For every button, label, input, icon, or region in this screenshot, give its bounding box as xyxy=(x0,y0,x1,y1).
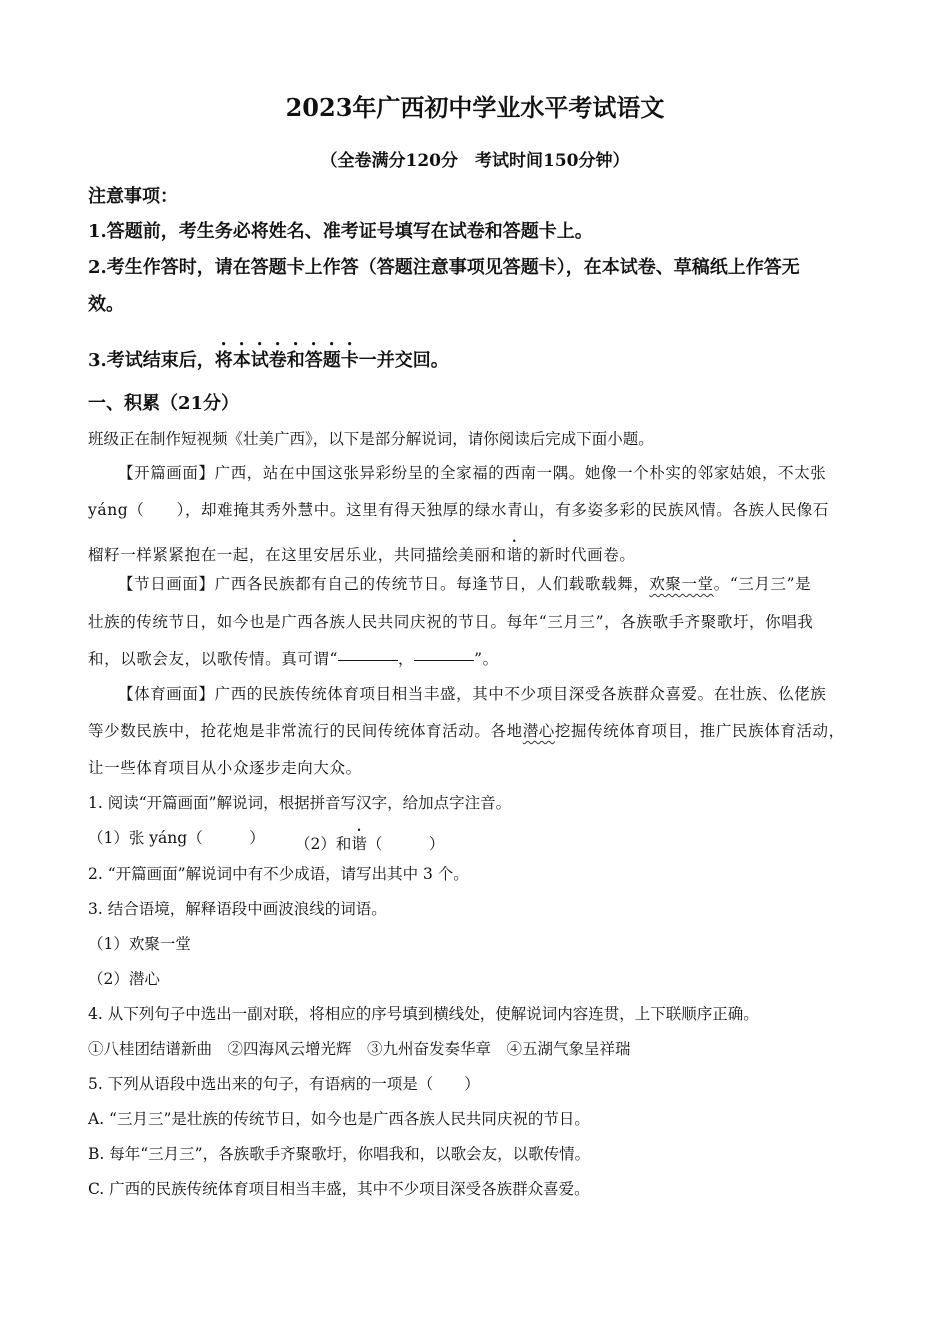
wavy-word-qianxin: 潜心 xyxy=(522,722,555,740)
question-1-part2 xyxy=(295,826,444,854)
passage-p2-line2: 壮族的传统节日，如今也是广西各族人民共同庆祝的节日。每年“三月三”，各族歌手齐聚歌圩，你唱我 xyxy=(88,613,814,631)
question-4: 4. 从下列句子中选出一副对联，将相应的序号填到横线处，使解说词内容连贯，上下联顺序正确。 xyxy=(88,1005,759,1023)
question-1-part1: （1）张 yáng（ ） xyxy=(88,829,265,847)
passage-p2-line1 xyxy=(118,572,811,594)
passage-p2-line3-end: ”。 xyxy=(474,650,499,668)
question-1-part2-blank: （ ） xyxy=(366,835,445,853)
question-1: 1. 阅读“开篇画面”解说词，根据拼音写汉字，给加点字注音。 xyxy=(88,794,512,812)
question-5: 5. 下列从语段中选出来的句子，有语病的一项是（ ） xyxy=(88,1075,480,1093)
question-3: 3. 结合语境，解释语段中画波浪线的词语。 xyxy=(88,900,387,918)
wavy-word-huanju: 欢聚一堂 xyxy=(649,575,714,593)
notice-item-3 xyxy=(88,340,449,372)
dotted-char: 谐 xyxy=(351,835,367,853)
passage-p2-line3-comma: ， xyxy=(398,650,415,668)
couplet-blank-1[interactable] xyxy=(338,659,398,661)
question-3-part1: （1）欢聚一堂 xyxy=(88,935,191,953)
passage-p1-line3 xyxy=(88,537,635,565)
notice-item-3-emphasis: 将本试卷和答题卡 xyxy=(214,350,359,371)
passage-p2-line1-part3: 。“三月三”是 xyxy=(713,575,812,593)
passage-p1-line3-part3: 的新时代画卷。 xyxy=(522,546,636,564)
exam-subtitle: （全卷满分120分 考试时间150分钟） xyxy=(320,151,630,171)
passage-p3-line2 xyxy=(88,719,845,741)
section-intro: 班级正在制作短视频《壮美广西》，以下是部分解说词，请你阅读后完成下面小题。 xyxy=(88,430,654,448)
passage-p1-line1: 【开篇画面】广西，站在中国这张异彩纷呈的全家福的西南一隅。她像一个朴实的邻家姑娘，不太张 xyxy=(118,464,827,482)
section-heading: 一、积累（21分） xyxy=(88,393,240,414)
question-1-part2-label: （2）和 xyxy=(295,835,352,853)
question-4-options: ①八桂团结谱新曲 ②四海风云增光辉 ③九州奋发奏华章 ④五湖气象呈祥瑞 xyxy=(88,1040,631,1058)
passage-p1-line2: yáng（ ），却难掩其秀外慧中。这里有得天独厚的绿水青山，有多姿多彩的民族风情。各族人民像石 xyxy=(88,501,829,519)
passage-p3-line2-part3: 挖掘传统体育项目，推广民族体育活动， xyxy=(554,722,845,740)
exam-title: 2023年广西初中学业水平考试语文 xyxy=(285,93,665,122)
passage-p2-line1-part1: 【节日画面】广西各民族都有自己的传统节日。每逢节日，人们载歌载舞， xyxy=(118,575,650,593)
notice-item-2-cont: 效。 xyxy=(88,294,124,315)
notice-item-3-part3: 一并交回。 xyxy=(358,350,449,371)
question-5-option-b: B. 每年“三月三”，各族歌手齐聚歌圩，你唱我和，以歌会友，以歌传情。 xyxy=(88,1145,591,1163)
question-2: 2. “开篇画面”解说词中有不少成语，请写出其中 3 个。 xyxy=(88,865,469,883)
passage-p2-line3 xyxy=(88,647,499,669)
dotted-char: 谐 xyxy=(506,546,523,564)
notice-item-2: 2.考生作答时，请在答题卡上作答（答题注意事项见答题卡），在本试卷、草稿纸上作答无 xyxy=(88,257,800,278)
question-5-option-c: C. 广西的民族传统体育项目相当丰盛，其中不少项目深受各族群众喜爱。 xyxy=(88,1180,590,1198)
notice-item-3-part1: 3.考试结束后， xyxy=(88,350,215,371)
passage-p3-line2-part1: 等少数民族中，抢花炮是非常流行的民间传统体育活动。各地 xyxy=(88,722,523,740)
passage-p3-line1: 【体育画面】广西的民族传统体育项目相当丰盛，其中不少项目深受各族群众喜爱。在壮族、仫佬族 xyxy=(118,685,827,703)
passage-p1-line3-part1: 榴籽一样紧紧抱在一起，在这里安居乐业，共同描绘美丽和 xyxy=(88,546,507,564)
question-3-part2: （2）潜心 xyxy=(88,970,160,988)
notice-heading: 注意事项： xyxy=(88,186,178,207)
notice-item-1: 1.答题前，考生务必将姓名、准考证号填写在试卷和答题卡上。 xyxy=(88,221,593,242)
passage-p3-line3: 让一些体育项目从小众逐步走向大众。 xyxy=(88,759,362,777)
couplet-blank-2[interactable] xyxy=(414,659,474,661)
question-5-option-a: A. “三月三”是壮族的传统节日，如今也是广西各族人民共同庆祝的节日。 xyxy=(88,1110,590,1128)
passage-p2-line3-part1: 和，以歌会友，以歌传情。真可谓“ xyxy=(88,650,339,668)
